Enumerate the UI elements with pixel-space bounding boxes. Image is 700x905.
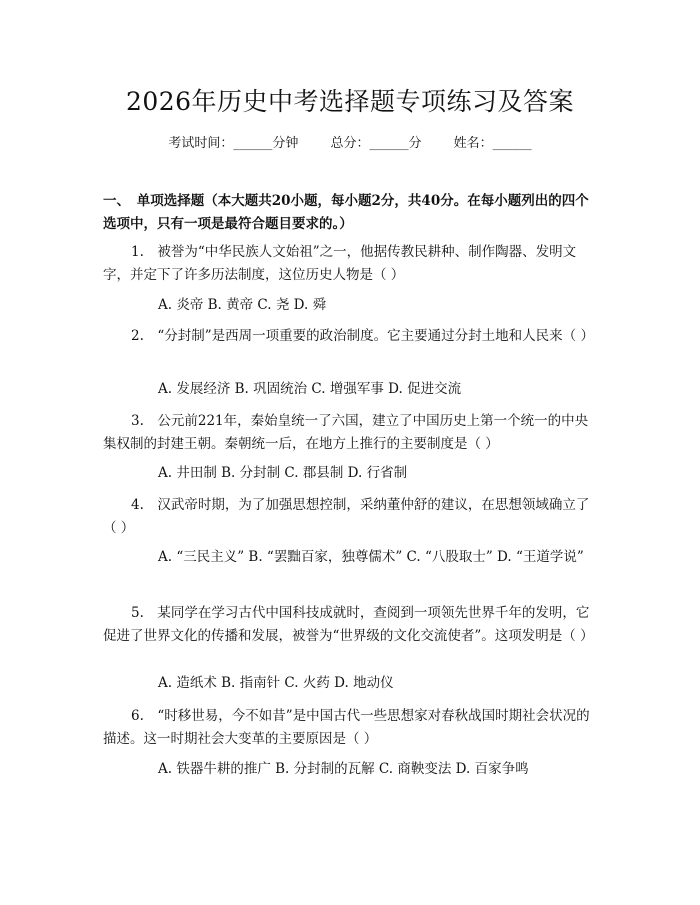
question-3-options: A. 井田制 B. 分封制 C. 郡县制 D. 行省制 bbox=[158, 465, 408, 481]
question-4: 4. 汉武帝时期，为了加强思想控制，采纳董仲舒的建议，在思想领域确立了（ ） bbox=[103, 497, 590, 536]
question-1-options: A. 炎帝 B. 黄帝 C. 尧 D. 舜 bbox=[158, 297, 327, 313]
question-6-options: A. 铁器牛耕的推广 B. 分封制的瓦解 C. 商鞅变法 D. 百家争鸣 bbox=[158, 761, 529, 777]
question-1: 1. 被誉为“中华民族人文始祖”之一，他据传教民耕种、制作陶器、发明文字，并定下了许多历法制度，这位历史人物是（ ） bbox=[103, 244, 577, 283]
question-4-options: A. “三民主义” B. “罢黜百家，独尊儒术” C. “八股取士” D. “王道学说” bbox=[158, 549, 584, 565]
student-name-field: 姓名：______ bbox=[453, 136, 532, 151]
question-6: 6. “时移世易，今不如昔”是中国古代一些思想家对春秋战国时期社会状况的描述。这一时期社会大变革的主要原因是（ ） bbox=[103, 708, 590, 747]
total-score-field: 总分：______分 bbox=[330, 136, 422, 151]
page-title: 2026年历史中考选择题专项练习及答案 bbox=[125, 87, 575, 116]
question-5: 5. 某同学在学习古代中国科技成就时，查阅到一项领先世界千年的发明，它促进了世界文化的传播和发展，被誉为“世界级的文化交流使者”。这项发明是（ ） bbox=[103, 605, 594, 644]
question-3: 3. 公元前221年，秦始皇统一了六国，建立了中国历史上第一个统一的中央集权制的封建王朝。秦朝统一后，在地方上推行的主要制度是（ ） bbox=[103, 413, 589, 452]
section-heading: 一、 单项选择题（本大题共20小题，每小题2分，共40分。在每小题列出的四个选项中，只有一项是最符合题目要求的。） bbox=[103, 193, 589, 232]
exam-time-field: 考试时间：______分钟 bbox=[168, 136, 299, 151]
exam-meta bbox=[0, 132, 700, 151]
question-2-options: A. 发展经济 B. 巩固统治 C. 增强军事 D. 促进交流 bbox=[158, 381, 462, 397]
question-2: 2. “分封制”是西周一项重要的政治制度。它主要通过分封土地和人民来（ ） bbox=[131, 328, 594, 344]
question-5-options: A. 造纸术 B. 指南针 C. 火药 D. 地动仪 bbox=[158, 675, 394, 691]
